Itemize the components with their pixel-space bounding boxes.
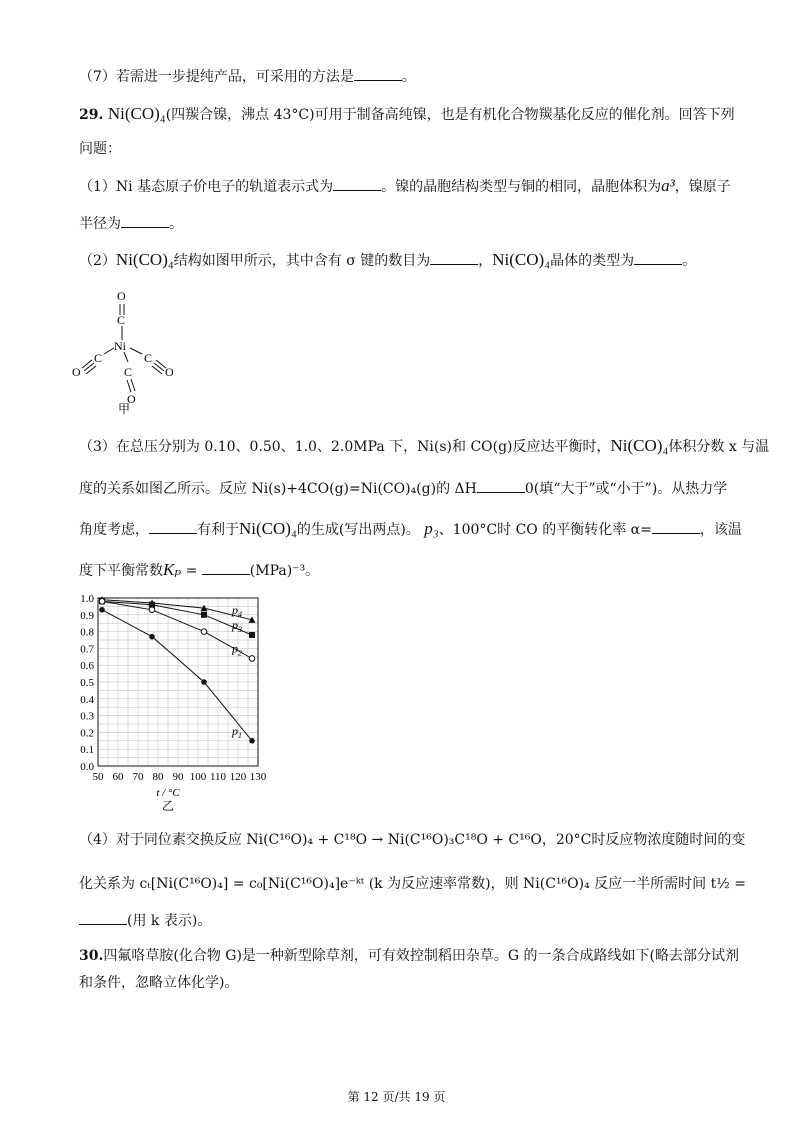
p2-text-e: 。 [682,253,697,269]
question-29-part-2 [79,250,696,271]
series-label-subscript: 1 [238,730,242,740]
x-tick-label: 90 [172,771,184,783]
chem-formula: Ni(CO)₄ [610,436,669,455]
data-point-p1 [149,634,155,640]
x-tick-label: 50 [92,771,104,783]
q30-text-1: 四氟咯草胺(化合物 G)是一种新型除草剂，可有效控制稻田杂草。G 的一条合成路线如下(略去部分试剂 [103,948,740,964]
question-29-part-3-line2 [79,478,727,499]
y-tick-label: 1.0 [80,593,94,605]
atom-ni: Ni [114,339,126,353]
question-29-intro [79,104,735,125]
series-label-subscript: 2 [238,648,242,658]
data-point-p3 [249,632,255,638]
p3-text-k: = [181,563,202,579]
data-point-p2 [99,599,105,605]
answer-blank [430,250,478,265]
q29-intro-cont-text: 问题： [79,141,121,157]
diagram-caption: 甲 [118,402,131,416]
question-30-cont [79,973,238,993]
p1-text-e: 。 [169,216,183,232]
p3-text-l: (MPa)⁻³。 [249,563,320,579]
question-29-part-4-line3 [79,910,211,931]
question-29-part-1-cont [79,213,183,234]
y-tick-label: 0.3 [80,710,94,723]
answer-blank [477,478,525,493]
atom-o-left: O [72,365,81,379]
y-tick-label: 0.0 [80,761,94,773]
x-axis-label: t / °C [156,787,180,799]
x-tick-label: 110 [209,771,227,783]
chem-formula: Ni(CO)₄ [239,519,297,538]
chart-caption: 乙 [161,799,175,813]
atom-c-right: C [144,351,153,365]
y-tick-label: 0.8 [80,626,94,639]
series-label-p1: $p_1$ [232,723,242,740]
p1-text-b: 。镍的晶胞结构类型与铜的相同，晶胞体积为 [381,179,662,195]
series-label-p3: $p_3$ [232,617,242,634]
atom-c-left: C [94,351,103,365]
q30-text-2: 和条件，忽略立体化学)。 [79,975,239,991]
atom-o-right: O [165,365,174,379]
p3-text-i: ，该温 [699,522,742,538]
p3-text-f: 有利于 [197,522,239,538]
x-tick-label: 60 [112,771,124,783]
answer-blank [634,250,682,265]
data-point-p1 [201,679,207,685]
atom-c-bottom: C [124,365,133,379]
x-tick-label: 70 [132,771,144,783]
x-tick-label: 130 [249,771,267,783]
question-29-intro-cont [79,139,121,159]
data-point-p3 [201,612,207,618]
p3-text-e: 角度考虑， [79,522,149,538]
question-29-part-4 [79,830,745,850]
x-tick-label: 120 [229,771,247,783]
data-point-p1 [249,738,255,744]
y-tick-label: 0.9 [80,609,94,622]
y-tick-label: 0.5 [80,677,94,689]
y-tick-label: 0.1 [80,744,94,757]
data-point-p1 [99,607,105,613]
atom-o-top: O [117,289,126,303]
p3-text-g: 的生成(写出两点)。 [296,522,420,538]
p3-text-j: 度下平衡常数 [79,563,163,579]
ni-co4-structure-diagram [60,282,200,422]
atom-o-bottom: O [127,392,136,406]
question-29-part-3 [79,436,769,457]
kp-symbol: Kₚ [163,560,182,579]
series-line-p1 [102,610,252,741]
page-footer: 第 12 页/共 19 页 [347,1090,446,1104]
p1-text-c: ，镍原子 [674,179,731,195]
question-29-part-1 [79,176,731,197]
chem-formula: Ni(CO)₄ [115,250,174,269]
x-tick-label: 100 [189,771,207,783]
data-point-p2 [201,629,207,635]
answer-blank [333,176,381,191]
p4-text-a: （4）对于同位素交换反应 Ni(C¹⁶O)₄ + C¹⁸O → Ni(C¹⁶O)₃C¹⁸O + C¹⁶O，20°C时反应物浓度随时间的变 [79,832,746,848]
q29-intro-text: (四羰合镍，沸点 43°C)可用于制备高纯镍，也是有机化合物羰基化反应的催化剂。回答下列 [165,107,735,123]
answer-blank [79,910,127,925]
p4-text-c: (用 k 表示)。 [127,913,212,929]
series-label-subscript: 3 [238,624,242,634]
chem-formula: Ni(CO)₄ [492,250,551,269]
series-label-p4: $p_4$ [232,602,242,619]
answer-blank [202,560,250,575]
question-28-part-7 [79,66,416,87]
p3-text-a: （3）在总压分别为 0.10、0.50、1.0、2.0MPa 下，Ni(s)和 CO(g)反应达平衡时， [79,439,611,455]
answer-blank [121,213,169,228]
q28-7-prefix: （7）若需进一步提纯产品，可采用的方法是 [79,69,354,85]
p1-text-a: （1）Ni 基态原子价电子的轨道表示式为 [79,179,334,195]
pressure-p3: p₃ [424,519,439,538]
p2-text-b: 结构如图甲所示，其中含有 σ 键的数目为 [173,253,431,269]
p2-text-d: 晶体的类型为 [550,253,635,269]
question-number: 29. [79,107,104,123]
p3-text-d: 0(填“大于”或“小于”)。从热力学 [524,481,728,497]
question-29-part-4-line2 [79,874,746,894]
cell-volume-var: a³ [661,176,675,195]
p3-text-h: 、100°C时 CO 的平衡转化率 α= [438,522,652,538]
data-point-p2 [149,607,155,613]
p3-text-b: 体积分数 x 与温 [668,439,770,455]
chem-formula: Ni(CO)₄ [107,104,166,123]
question-29-part-3-line3 [79,519,742,540]
series-label-subscript: 4 [238,609,242,619]
p1-text-d: 半径为 [79,216,121,232]
y-tick-label: 0.2 [80,727,94,740]
p2-text-c: ， [478,253,493,269]
atom-c-top: C [117,313,126,327]
equilibrium-chart [68,588,308,820]
question-30 [79,946,739,966]
question-number: 30. [79,948,104,964]
series-label-p2: $p_2$ [232,641,242,658]
answer-blank [354,66,402,81]
y-tick-label: 0.6 [80,660,94,673]
p3-text-c: 度的关系如图乙所示。反应 Ni(s)+4CO(g)=Ni(CO)₄(g)的 ΔH [79,481,477,497]
question-29-part-3-line4 [79,560,319,581]
p2-text-a: （2） [79,253,116,269]
y-tick-label: 0.4 [80,693,94,706]
y-tick-label: 0.7 [80,643,94,656]
answer-blank [149,519,197,534]
data-point-p2 [249,656,255,662]
x-tick-label: 80 [152,771,164,783]
p4-text-b: 化关系为 cₜ[Ni(C¹⁶O)₄] = c₀[Ni(C¹⁶O)₄]e⁻ᵏᵗ (k 为反应速率常数)，则 Ni(C¹⁶O)₄ 反应一半所需时间 t½ = [79,876,746,892]
q28-7-suffix: 。 [401,69,416,85]
answer-blank [652,519,700,534]
